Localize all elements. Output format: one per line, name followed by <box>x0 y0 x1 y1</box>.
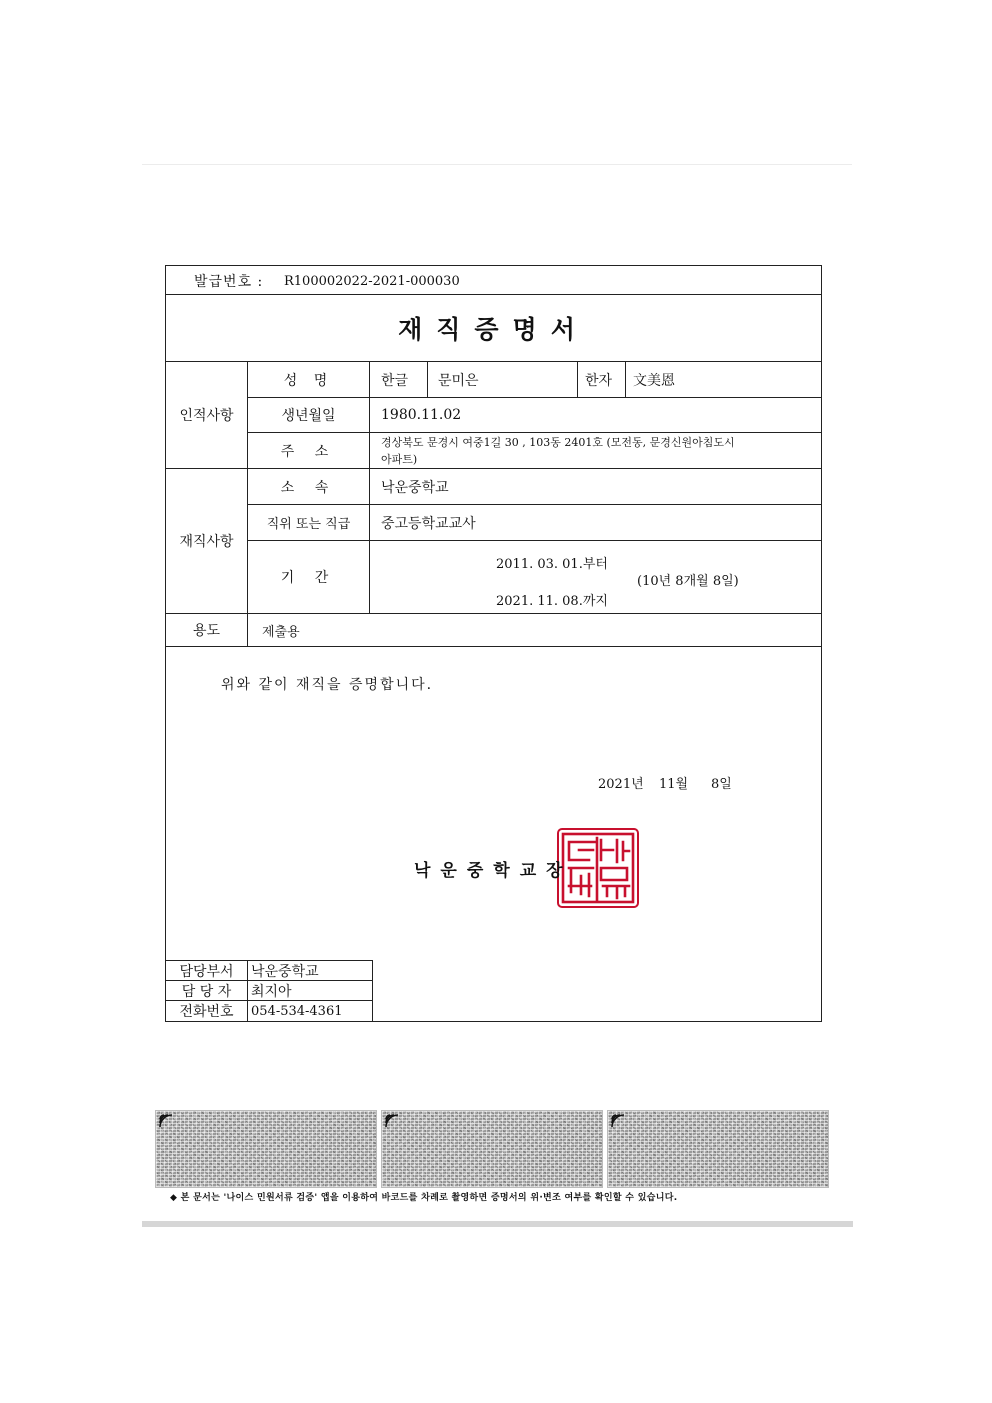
certification-statement: 위와 같이 재직을 증명합니다. <box>221 677 434 693</box>
dept-label: 담당부서 <box>179 963 234 980</box>
purpose-label: 용도 <box>192 623 221 639</box>
affiliation-value: 낙운중학교 <box>381 479 449 496</box>
phone-value: 054-534-4361 <box>251 1003 343 1019</box>
table-line <box>369 361 370 613</box>
purpose-value: 제출용 <box>262 624 300 640</box>
hangul-label: 한글 <box>381 372 409 389</box>
hangul-name: 문미은 <box>438 372 479 389</box>
barcode-corner-icon <box>610 1113 626 1129</box>
document-title: 재직증명서 <box>398 315 589 344</box>
birth-label: 생년월일 <box>281 408 336 424</box>
dept-value: 낙운중학교 <box>251 963 319 980</box>
barcode-3 <box>607 1110 829 1188</box>
address-line-2: 아파트) <box>381 452 418 466</box>
period-from: 2011. 03. 01.부터 <box>496 556 608 572</box>
person-label: 담 당 자 <box>181 983 232 1000</box>
employment-section-label: 재직사항 <box>179 534 234 550</box>
address-label: 주 소 <box>280 443 337 460</box>
person-value: 최지아 <box>251 983 292 1000</box>
verification-barcodes <box>155 1110 829 1188</box>
phone-label: 전화번호 <box>179 1004 234 1020</box>
verification-footnote: ◆ 본 문서는 '나이스 민원서류 검증' 앱을 이용하여 바코드를 차례로 촬영하면 증명서의 위·변조 여부를 확인할 수 있습니다. <box>170 1193 678 1203</box>
issue-date-month: 11월 <box>659 776 689 792</box>
period-duration: (10년 8개월 8일) <box>637 573 739 589</box>
issue-date-year: 2021년 <box>598 776 644 792</box>
table-line <box>166 294 821 295</box>
issue-number-label: 발급번호 : <box>194 274 264 290</box>
hanja-name: 文美恩 <box>633 372 675 389</box>
top-divider <box>142 164 852 165</box>
table-line <box>427 361 428 397</box>
employment-certificate <box>165 265 822 1022</box>
bottom-divider <box>142 1221 853 1227</box>
table-line <box>577 361 578 397</box>
table-line <box>166 646 821 647</box>
address-line-1: 경상북도 문경시 여중1길 30 , 103동 2401호 (모전동, 문경신원아침도시 <box>381 435 735 449</box>
name-label: 성 명 <box>283 372 334 389</box>
period-to: 2021. 11. 08.까지 <box>496 593 608 609</box>
position-label: 직위 또는 직급 <box>266 517 351 532</box>
table-line <box>372 960 373 1021</box>
barcode-corner-icon <box>384 1113 400 1129</box>
affiliation-label: 소 속 <box>280 479 337 496</box>
principal-name: 낙운중학교장 <box>414 860 573 881</box>
barcode-2 <box>381 1110 603 1188</box>
barcode-corner-icon <box>158 1113 174 1129</box>
table-line <box>247 960 248 1021</box>
barcode-1 <box>155 1110 377 1188</box>
hanja-label: 한자 <box>585 372 613 389</box>
birth-value: 1980.11.02 <box>381 407 462 423</box>
personal-section-label: 인적사항 <box>179 408 234 424</box>
issue-number: R100002022-2021-000030 <box>284 273 460 289</box>
table-line <box>625 361 626 397</box>
table-line <box>247 613 248 646</box>
position-value: 중고등학교교사 <box>381 515 476 532</box>
issue-date-day: 8일 <box>711 776 732 792</box>
period-label: 기 간 <box>280 570 337 586</box>
